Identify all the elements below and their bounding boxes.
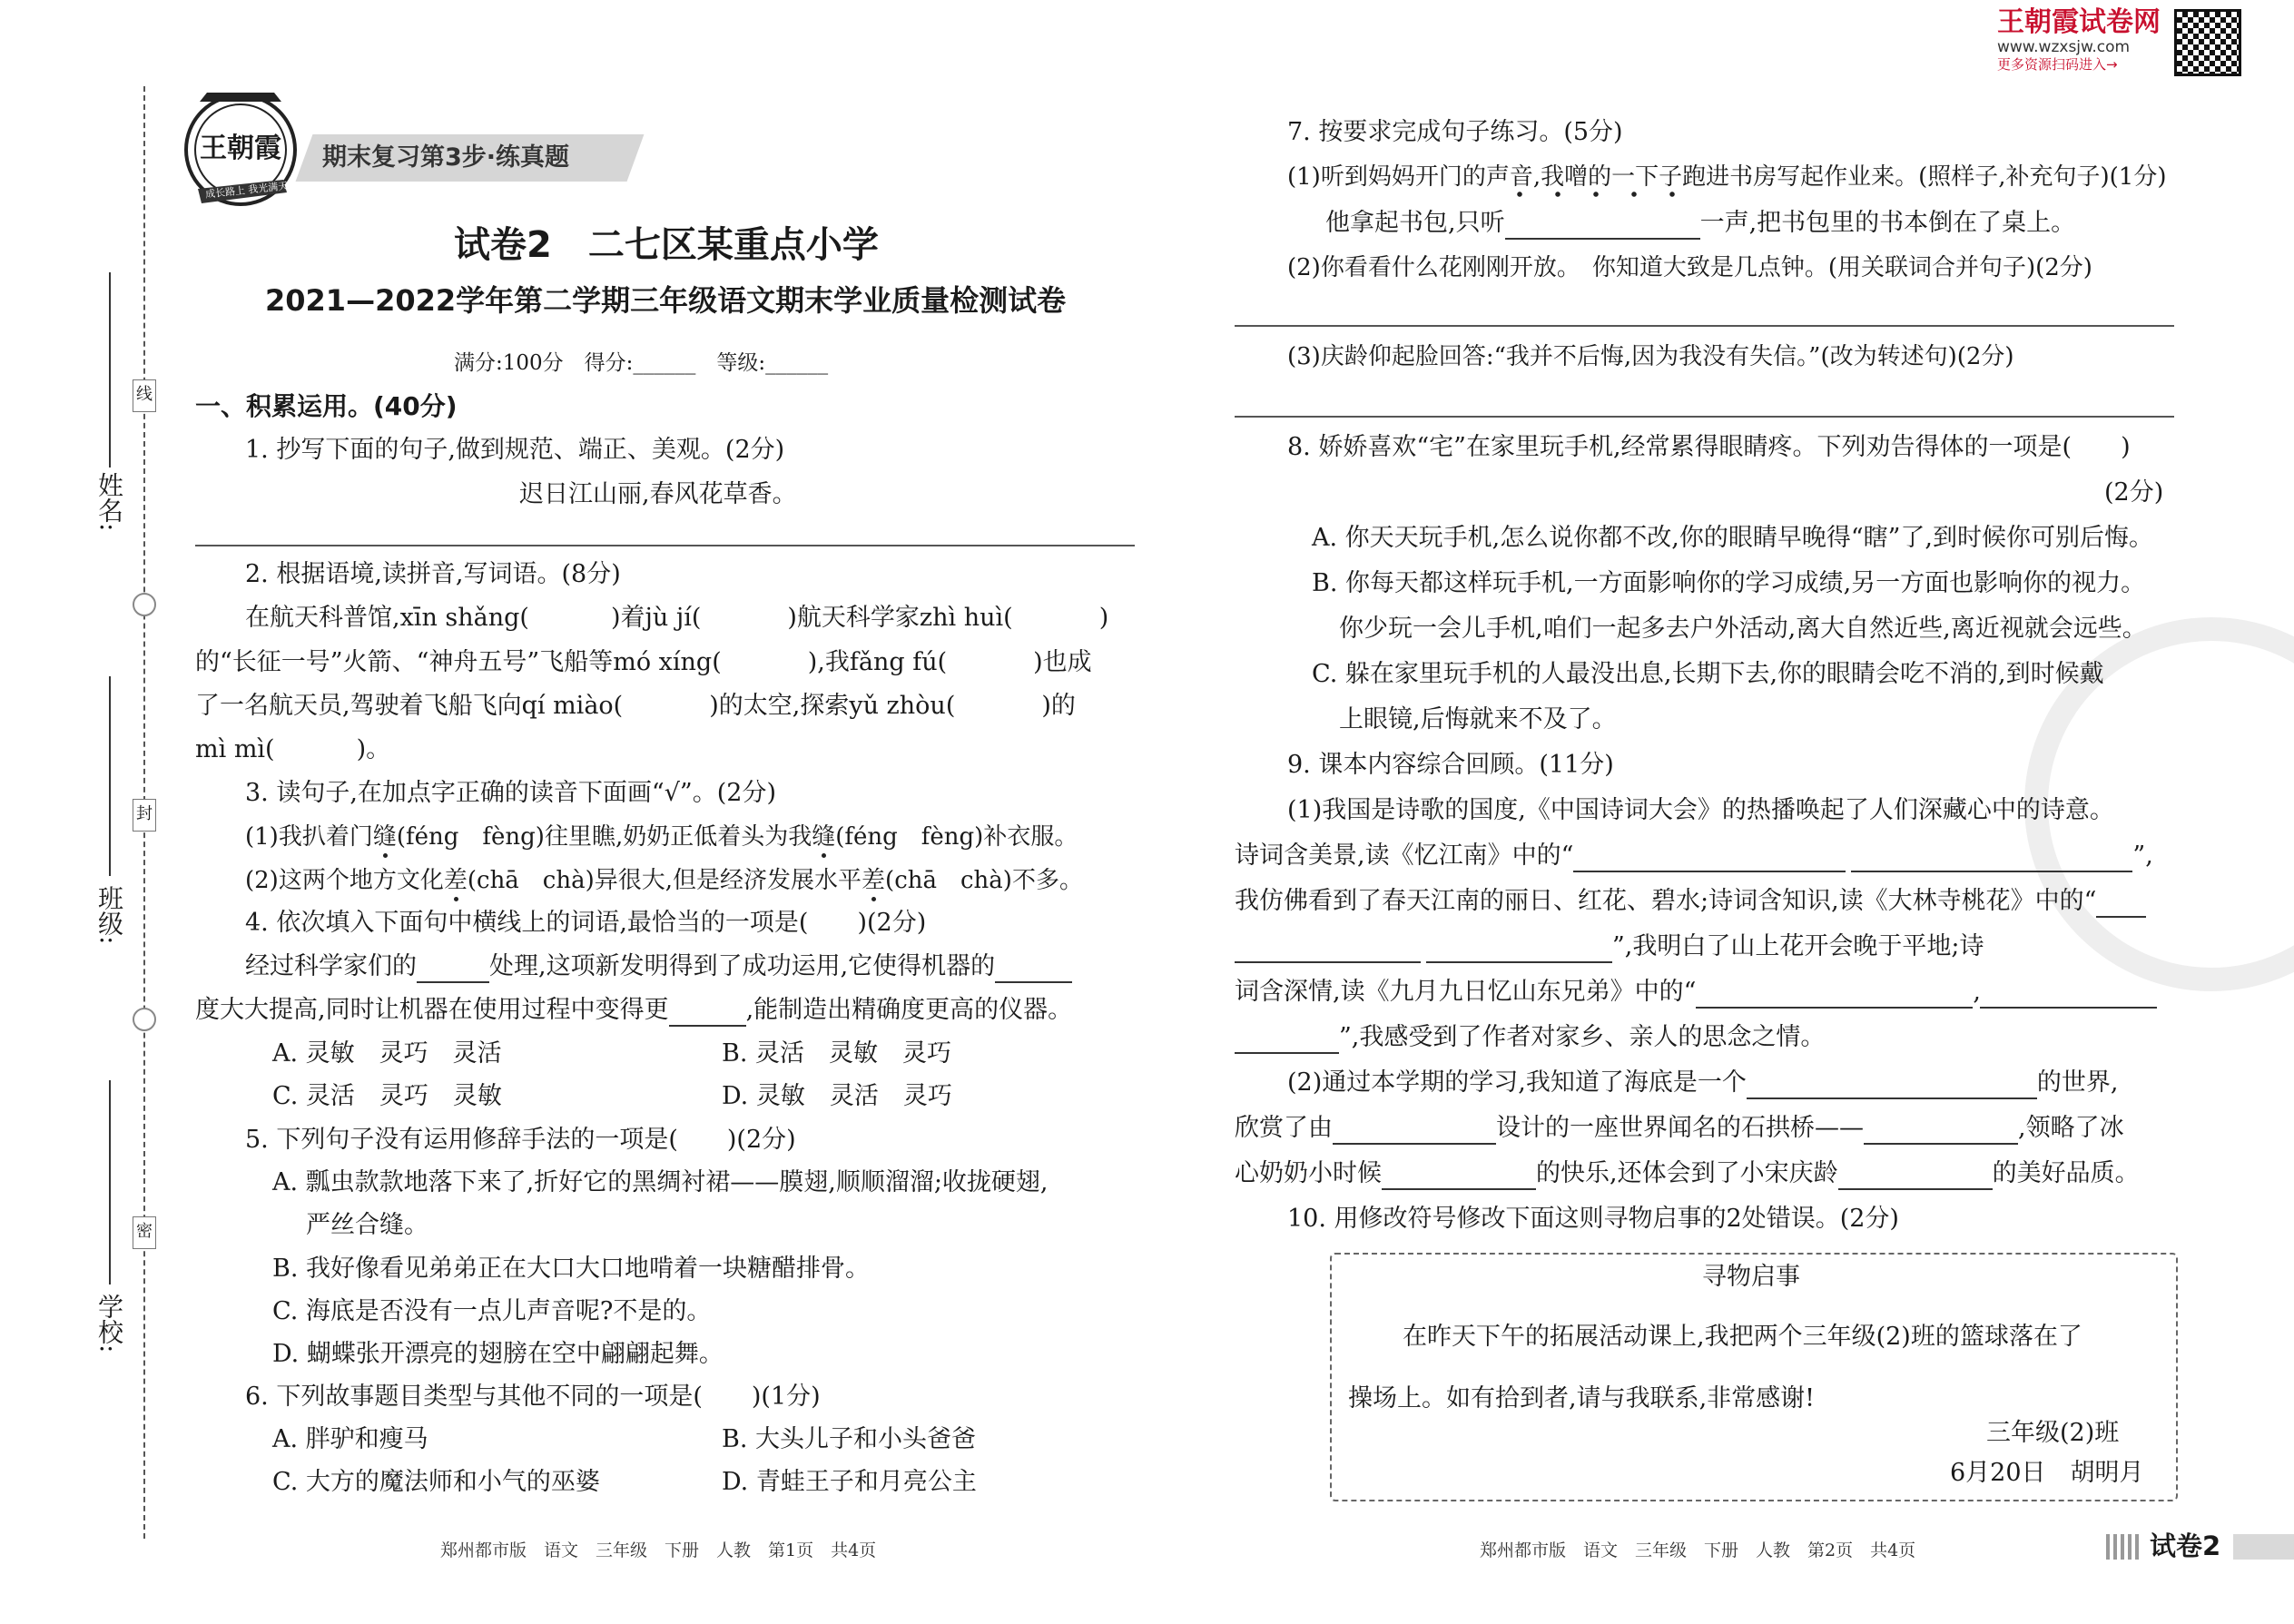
dotted-char: 差 bbox=[861, 867, 886, 894]
q9-text: 心奶奶小时候 bbox=[1235, 1159, 1382, 1187]
q4-text: 度大大提高,同时让机器在使用过程中变得更 bbox=[195, 996, 669, 1024]
seal-mark-seal bbox=[133, 799, 156, 832]
q4-option-b: B. 灵活 灵敏 灵巧 bbox=[722, 1039, 952, 1068]
q3-text: (féng fèng)往里瞧,奶奶正低着头为我 bbox=[396, 823, 812, 851]
q2-text: )着jù jí( bbox=[610, 604, 702, 632]
q6-option-b: B. 大头儿子和小头爸爸 bbox=[722, 1425, 977, 1453]
q2-text: )的太空,探索yǔ zhòu( bbox=[709, 692, 956, 720]
q2-text: mì mì( bbox=[195, 735, 275, 763]
school-label: 学校: bbox=[94, 1294, 124, 1353]
q2-text: )航天科学家zhì huì( bbox=[787, 604, 1013, 632]
q4-option-a: A. 灵敏 灵巧 灵活 bbox=[272, 1039, 502, 1068]
q2-line-2 bbox=[195, 646, 1092, 679]
qr-code-icon bbox=[2174, 9, 2241, 76]
q4-blank[interactable] bbox=[417, 958, 489, 983]
q7-1-emphasis-dots bbox=[1501, 191, 1691, 198]
q8-option-c-line-1: C. 躲在家里玩手机的人最没出息,长期下去,你的眼睛会吃不消的,到时候戴 bbox=[1312, 660, 2104, 688]
q9-blank[interactable] bbox=[1851, 847, 2132, 872]
q1-sentence: 迟日江山丽,春风花草香。 bbox=[519, 480, 797, 508]
class-label: 班级: bbox=[94, 885, 124, 945]
q9-blank[interactable] bbox=[1333, 1119, 1496, 1145]
q9-text: 欣赏了由 bbox=[1235, 1114, 1333, 1142]
lost-notice-date: 6月20日 胡明月 bbox=[1950, 1459, 2144, 1487]
q7-prompt: 7. 按要求完成句子练习。(5分) bbox=[1287, 118, 1623, 146]
watermark-tip: 更多资源扫码进入→ bbox=[1997, 56, 2118, 73]
q8-points: (2分) bbox=[2104, 478, 2164, 507]
seal-mark-line bbox=[133, 379, 156, 412]
school-underline bbox=[109, 1080, 111, 1284]
q8-option-a: A. 你天天玩手机,怎么说你都不改,你的眼睛早晚得“瞎”了,到时候你可别后悔。 bbox=[1312, 524, 2154, 552]
q9-blank[interactable] bbox=[1382, 1165, 1536, 1190]
q9-text: ”,我明白了山上花开会晚于平地;诗 bbox=[1612, 932, 1984, 960]
q4-text: ,能制造出精确度更高的仪器。 bbox=[745, 996, 1073, 1024]
q7-1-blank[interactable] bbox=[1505, 214, 1700, 240]
q3-item-2 bbox=[245, 864, 1083, 897]
binding-hole-icon bbox=[133, 1008, 156, 1031]
q7-3-answer-line[interactable] bbox=[1235, 416, 2174, 418]
q9-text: (2)通过本学期的学习,我知道了海底是一个 bbox=[1287, 1068, 1747, 1097]
q5-option-a-line-2: 严丝合缝。 bbox=[306, 1211, 428, 1239]
q7-text: 他拿起书包,只听 bbox=[1325, 209, 1505, 237]
q9-1-line-1: (1)我国是诗歌的国度,《中国诗词大会》的热播唤起了人们深藏心中的诗意。 bbox=[1287, 796, 2114, 824]
dotted-char: 缝 bbox=[372, 823, 397, 851]
q7-text: 一声,把书包里的书本倒在了桌上。 bbox=[1699, 209, 2076, 237]
q8-prompt: 8. 娇娇喜欢“宅”在家里玩手机,经常累得眼睛疼。下列劝告得体的一项是( ) bbox=[1287, 433, 2131, 461]
seal-mark-close-text: 密 bbox=[136, 1222, 153, 1241]
q9-text: 的美好品质。 bbox=[1992, 1159, 2140, 1187]
q1-prompt: 1. 抄写下面的句子,做到规范、端正、美观。(2分) bbox=[245, 436, 785, 464]
paper-tag-stripes-icon bbox=[2106, 1534, 2142, 1560]
class-underline bbox=[109, 676, 111, 876]
q9-1-line-2 bbox=[1235, 840, 2153, 872]
lost-notice-body-line-2: 操场上。如有拾到者,请与我联系,非常感谢! bbox=[1348, 1384, 1816, 1412]
q3-text: (féng fèng)补衣服。 bbox=[835, 823, 1078, 851]
q9-blank[interactable] bbox=[1838, 1165, 1993, 1190]
q5-option-a-line-1: A. 瓢虫款款地落下来了,折好它的黑绸衬裙——膜翅,顺顺溜溜;收拢硬翅, bbox=[272, 1168, 1049, 1196]
seal-mark-seal-text: 封 bbox=[136, 804, 153, 823]
q6-option-d: D. 青蛙王子和月亮公主 bbox=[722, 1468, 977, 1496]
q2-prompt: 2. 根据语境,读拼音,写词语。(8分) bbox=[245, 560, 621, 588]
q7-1-prompt: (1)听到妈妈开门的声音,我噌的一下子跑进书房写起作业来。(照样子,补充句子)(1分) bbox=[1287, 163, 2167, 191]
q9-1-line-3 bbox=[1235, 885, 2146, 918]
paper-tag-bar bbox=[2233, 1534, 2294, 1560]
q9-2-line-2 bbox=[1235, 1112, 2124, 1145]
q4-option-c: C. 灵活 灵巧 灵敏 bbox=[272, 1082, 502, 1110]
q8-option-c-line-2: 上眼镜,后悔就来不及了。 bbox=[1339, 705, 1617, 733]
q9-text: ”,我感受到了作者对家乡、亲人的思念之情。 bbox=[1339, 1023, 1826, 1051]
q5-prompt: 5. 下列句子没有运用修辞手法的一项是( )(2分) bbox=[245, 1126, 796, 1154]
name-underline bbox=[109, 272, 111, 468]
q6-option-c: C. 大方的魔法师和小气的巫婆 bbox=[272, 1468, 600, 1496]
q6-prompt: 6. 下列故事题目类型与其他不同的一项是( )(1分) bbox=[245, 1383, 821, 1411]
q5-option-b: B. 我好像看见弟弟正在大口大口地啃着一块糖醋排骨。 bbox=[272, 1255, 871, 1283]
q9-prompt: 9. 课本内容综合回顾。(11分) bbox=[1287, 751, 1614, 779]
name-label: 姓名: bbox=[94, 472, 124, 532]
q9-text: ,领略了冰 bbox=[2018, 1114, 2124, 1142]
q9-blank[interactable] bbox=[1747, 1074, 2037, 1099]
q3-prompt: 3. 读句子,在加点字正确的读音下面画“√”。(2分) bbox=[245, 779, 776, 807]
lost-notice-body-line-1: 在昨天下午的拓展活动课上,我把两个三年级(2)班的篮球落在了 bbox=[1403, 1323, 2082, 1351]
q2-text: 在航天科普馆,xīn shǎng( bbox=[245, 604, 529, 632]
q5-option-d: D. 蝴蝶张开漂亮的翅膀在空中翩翩起舞。 bbox=[272, 1340, 724, 1368]
seal-mark-close bbox=[133, 1216, 156, 1249]
paper-subtitle: 2021—2022学年第二学期三年级语文期末学业质量检测试卷 bbox=[265, 283, 1067, 318]
q3-text: (2)这两个地方文化 bbox=[245, 867, 444, 894]
q9-blank[interactable] bbox=[2096, 892, 2146, 918]
brand-logo bbox=[182, 91, 300, 209]
q4-text: 处理,这项新发明得到了成功运用,它使得机器的 bbox=[489, 952, 996, 980]
q3-text: (1)我扒着门 bbox=[245, 823, 373, 851]
q3-text: (chā chà)不多。 bbox=[885, 867, 1083, 894]
q10-prompt: 10. 用修改符号修改下面这则寻物启事的2处错误。(2分) bbox=[1287, 1205, 1899, 1233]
score-line: 满分:100分 得分:______ 等级:______ bbox=[454, 351, 829, 375]
dotted-char: 缝 bbox=[812, 823, 836, 851]
q9-blank[interactable] bbox=[1696, 983, 1973, 1009]
q9-1-line-4 bbox=[1235, 930, 1984, 963]
q9-blank[interactable] bbox=[1864, 1119, 2018, 1145]
q4-option-d: D. 灵敏 灵活 灵巧 bbox=[722, 1082, 952, 1110]
q4-text: 经过科学家们的 bbox=[245, 952, 417, 980]
q2-text: 的“长征一号”火箭、“神舟五号”飞船等mó xíng( bbox=[195, 648, 722, 676]
left-page-footer: 郑州都市版 语文 三年级 下册 人教 第1页 共4页 bbox=[440, 1540, 877, 1560]
section-1-heading: 一、积累运用。(40分) bbox=[195, 391, 458, 421]
q9-blank[interactable] bbox=[1235, 938, 1421, 963]
q9-blank[interactable] bbox=[1235, 1029, 1339, 1054]
q3-text: (chā chà)异很大,但是经济发展水平 bbox=[467, 867, 862, 894]
binding-hole-icon bbox=[133, 593, 156, 616]
q2-text: ),我fǎng fú( bbox=[807, 648, 948, 676]
q4-blank[interactable] bbox=[669, 1001, 746, 1027]
q1-writing-line bbox=[195, 545, 1135, 546]
dotted-char: 差 bbox=[443, 867, 468, 894]
q7-2-prompt: (2)你看看什么花刚刚开放。 你知道大致是几点钟。(用关联词合并句子)(2分) bbox=[1287, 254, 2092, 281]
q9-text: 诗词含美景,读《忆江南》中的“ bbox=[1235, 842, 1574, 870]
q2-text: )的 bbox=[1041, 692, 1076, 720]
watermark-brand: 王朝霞试卷网 bbox=[1997, 6, 2161, 38]
q2-line-1 bbox=[245, 602, 1108, 635]
q4-line-1 bbox=[245, 950, 1072, 983]
q4-line-2 bbox=[195, 994, 1072, 1027]
q2-text: )也成 bbox=[1033, 648, 1092, 676]
lost-notice-title: 寻物启事 bbox=[1702, 1263, 1800, 1291]
q2-line-4 bbox=[195, 733, 390, 766]
q8-option-b-line-2: 你少玩一会儿手机,咱们一起多去户外活动,离大自然近些,离近视就会远些。 bbox=[1339, 615, 2147, 643]
q9-2-line-1 bbox=[1287, 1067, 2118, 1099]
q9-2-line-3 bbox=[1235, 1157, 2140, 1190]
q7-1-answer-line bbox=[1325, 207, 2075, 240]
logo-ribbon-text: 成长路上 我光满天 bbox=[204, 180, 289, 201]
seal-mark-line-text: 线 bbox=[136, 385, 153, 404]
q9-blank[interactable] bbox=[1980, 983, 2157, 1009]
q9-1-line-6 bbox=[1235, 1021, 1825, 1054]
right-page-footer: 郑州都市版 语文 三年级 下册 人教 第2页 共4页 bbox=[1480, 1540, 1916, 1560]
q9-text: 的世界, bbox=[2036, 1068, 2119, 1097]
logo-brand-text: 王朝霞 bbox=[200, 133, 281, 164]
q9-text: 词含深情,读《九月九日忆山东兄弟》中的“ bbox=[1235, 978, 1697, 1006]
q2-line-3 bbox=[195, 690, 1076, 723]
lost-notice-signature: 三年级(2)班 bbox=[1986, 1419, 2120, 1447]
q7-3-prompt: (3)庆龄仰起脸回答:“我并不后悔,因为我没有失信。”(改为转述句)(2分) bbox=[1287, 343, 2014, 370]
q9-text: ”, bbox=[2132, 842, 2153, 870]
q9-text: 我仿佛看到了春天江南的丽日、红花、碧水;诗词含知识,读《大林寺桃花》中的“ bbox=[1235, 887, 2097, 915]
q3-item-1 bbox=[245, 821, 1078, 853]
step-banner-text: 期末复习第3步·练真题 bbox=[322, 143, 570, 172]
watermark-url: www.wzxsjw.com bbox=[1997, 38, 2131, 56]
paper-title: 试卷2 二七区某重点小学 bbox=[454, 224, 879, 266]
q9-text: 的快乐,还体会到了小宋庆龄 bbox=[1536, 1159, 1838, 1187]
q7-2-answer-line[interactable] bbox=[1235, 325, 2174, 327]
q4-blank[interactable] bbox=[995, 958, 1072, 983]
q4-prompt: 4. 依次填入下面句中横线上的词语,最恰当的一项是( )(2分) bbox=[245, 909, 927, 937]
paper-tag: 试卷2 bbox=[2150, 1530, 2221, 1561]
q6-option-a: A. 胖驴和瘦马 bbox=[272, 1425, 428, 1453]
q5-option-c: C. 海底是否没有一点儿声音呢?不是的。 bbox=[272, 1297, 712, 1325]
q2-text: 了一名航天员,驾驶着飞船飞向qí miào( bbox=[195, 692, 624, 720]
q9-text: 设计的一座世界闻名的石拱桥—— bbox=[1496, 1114, 1864, 1142]
q9-blank[interactable] bbox=[1426, 938, 1612, 963]
q2-text: )。 bbox=[356, 735, 391, 763]
q2-text: ) bbox=[1098, 604, 1109, 632]
q8-option-b-line-1: B. 你每天都这样玩手机,一方面影响你的学习成绩,另一方面也影响你的视力。 bbox=[1312, 569, 2146, 597]
q9-blank[interactable] bbox=[1573, 847, 1846, 872]
q9-1-line-5: 词含深情,读《九月九日忆山东兄弟》中的“ , bbox=[1235, 976, 2157, 1009]
